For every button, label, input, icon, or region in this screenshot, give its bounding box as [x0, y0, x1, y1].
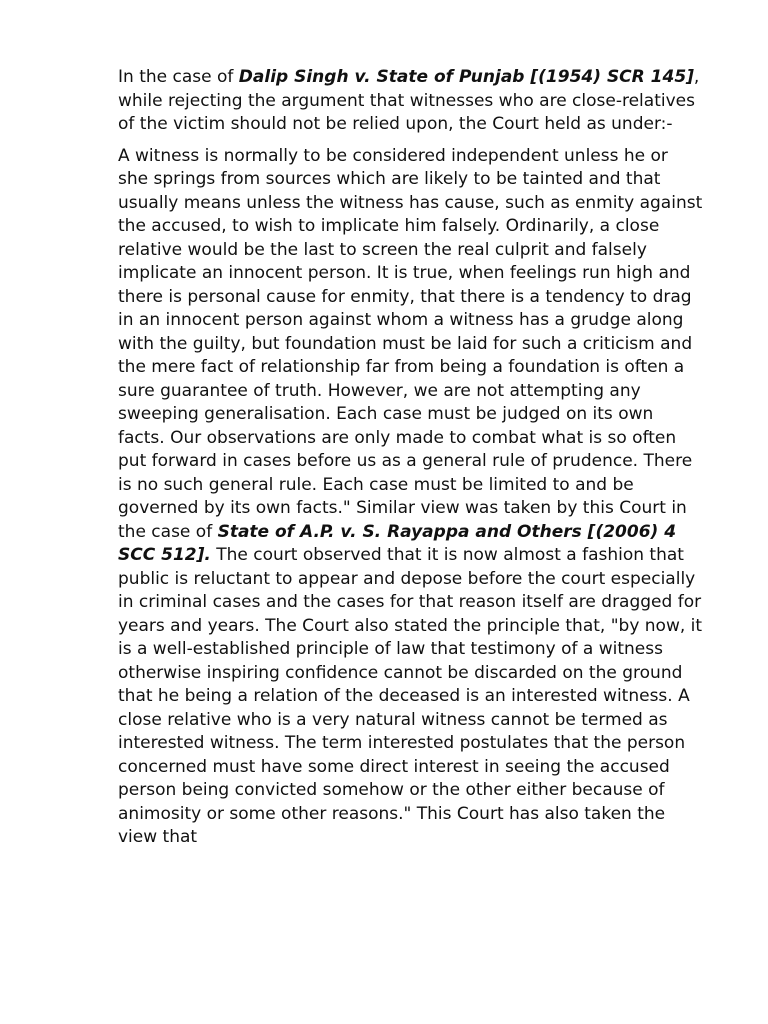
document-page	[118, 66, 703, 850]
intro-paragraph	[118, 66, 703, 137]
intro-text-after: , while rejecting the argument that witnesses who are close-relatives of the victim should not be relied upon, the Court held as under:-	[118, 67, 700, 134]
citation-rayappa: State of A.P. v. S. Rayappa and Others [(2006) 4 SCC 512].	[118, 521, 677, 565]
intro-text-before: In the case of	[118, 67, 239, 87]
citation-dalip-singh: Dalip Singh v. State of Punjab [(1954) SCR 145]	[238, 67, 694, 87]
body-text-part-2: The court observed that it is now almost a fashion that public is reluctant to appear and depose before the court especially in criminal cases and the cases for that reason itself are dragged for years and years. The Court also stated the principle that, "by now, it is a well-established principle of law that testimony of a witness otherwise inspiring confidence cannot be discarded on the ground that he being a relation of the deceased is an interested witness. A close relative who is a very natural witness cannot be termed as interested witness. The term interested postulates that the person concerned must have some direct interest in seeing the accused person being convicted somehow or the other either because of animosity or some other reasons." This Court has also taken the view that	[118, 545, 703, 847]
body-text-part-1: A witness is normally to be considered independent unless he or she springs from sources which are likely to be tainted and that usually means unless the witness has cause, such as enmity against the accused, to wish to implicate him falsely. Ordinarily, a close relative would be the last to screen the real culprit and falsely implicate an innocent person. It is true, when feelings run high and there is personal cause for enmity, that there is a tendency to drag in an innocent person against whom a witness has a grudge along with the guilty, but foundation must be laid for such a criticism and the mere fact of relationship far from being a foundation is often a sure guarantee of truth. However, we are not attempting any sweeping generalisation. Each case must be judged on its own facts. Our observations are only made to combat what is so often put forward in cases before us as a general rule of prudence. There is no such general rule. Each case must be limited to and be governed by its own facts." Similar view was taken by this Court in the case of	[118, 145, 703, 542]
quote-paragraph	[118, 145, 703, 850]
